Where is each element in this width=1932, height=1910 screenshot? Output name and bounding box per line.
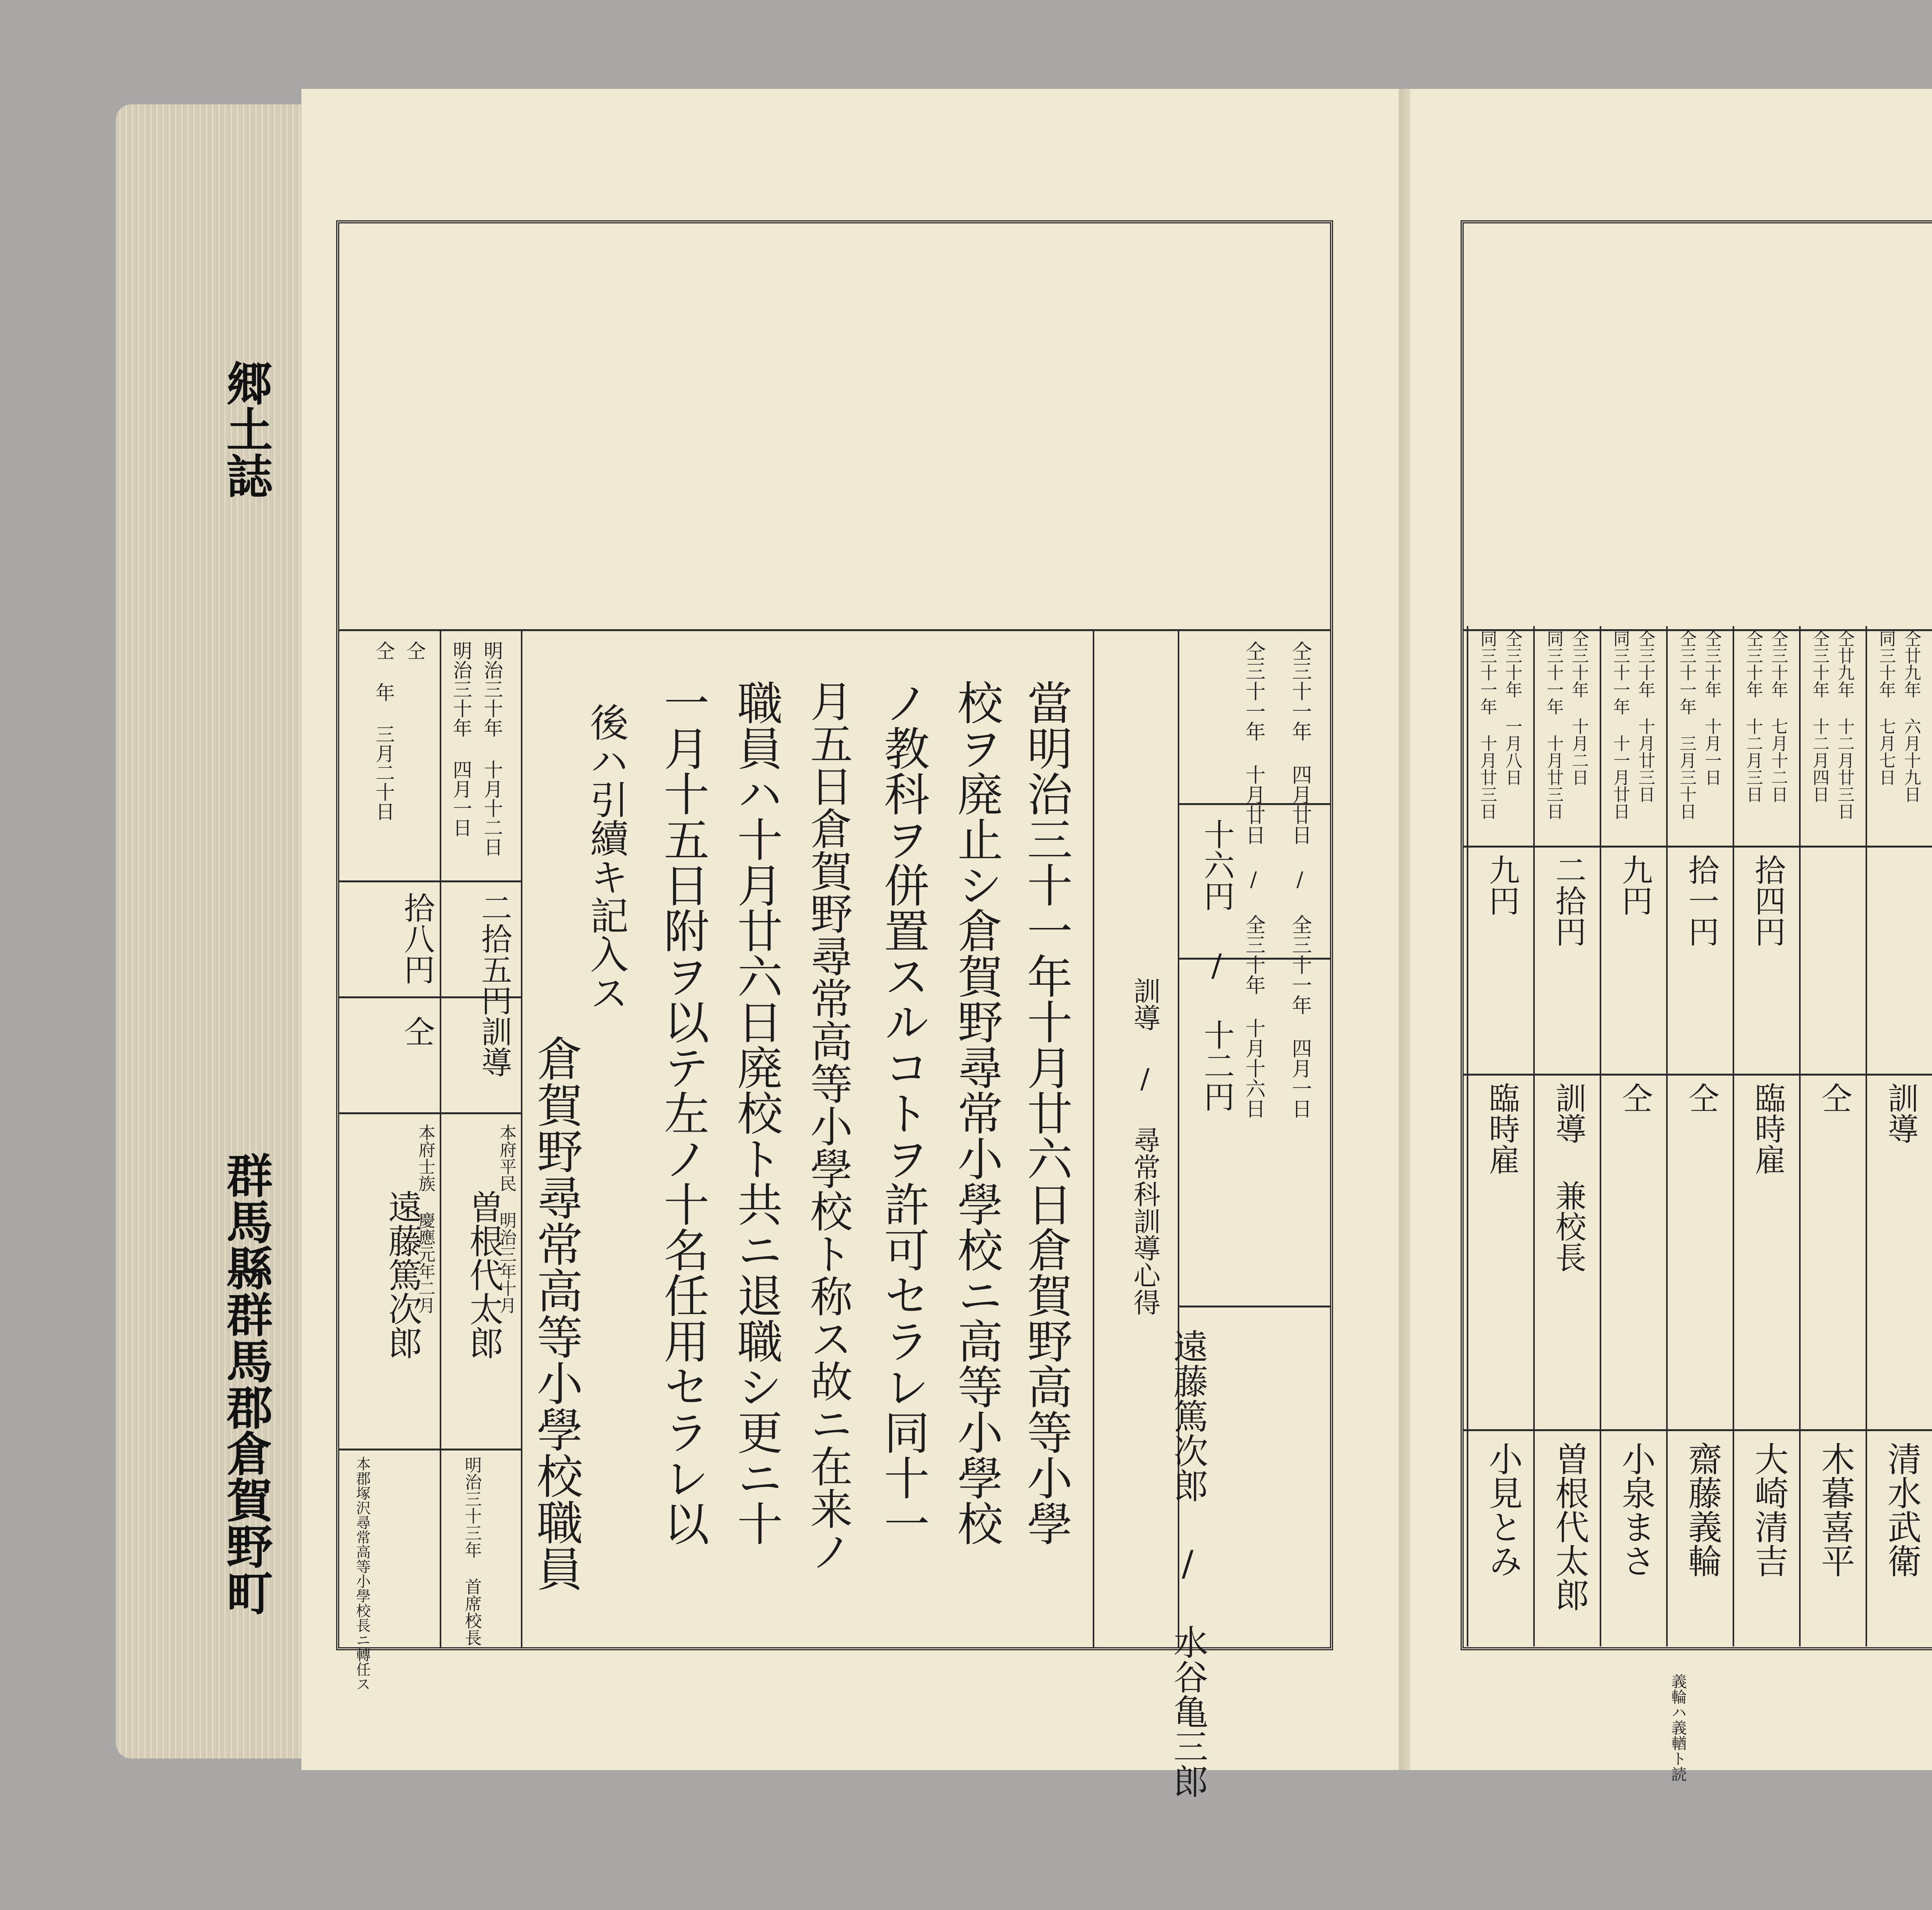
entry-9-position: 仝 bbox=[1683, 1082, 1719, 1113]
column-rule bbox=[521, 629, 522, 1648]
column-rule bbox=[1666, 626, 1668, 1646]
open-book bbox=[116, 89, 1932, 1798]
entry-7-position: 仝 bbox=[1816, 1082, 1852, 1113]
narrative-line-7: 後ハ引續キ記入ス bbox=[583, 703, 629, 1012]
entry-9-note: 義輪ハ義輶ト読 bbox=[1669, 1673, 1687, 1782]
column-rule bbox=[440, 629, 441, 1648]
entry-8-date-from: 仝三十年 七月十二日 bbox=[1768, 630, 1788, 803]
header-rule bbox=[339, 629, 1330, 631]
entry-9-date-from: 仝三十年 十月一日 bbox=[1702, 630, 1721, 786]
record-2-note: 明治三十三年 首席校長 bbox=[462, 1456, 481, 1646]
entry-11-date-to: 同三十一年 十月廿三日 bbox=[1544, 630, 1563, 820]
entry-8-date-to: 仝三十年 十二月三日 bbox=[1743, 630, 1763, 803]
entry-6-date-to: 同三十年 七月七日 bbox=[1876, 630, 1896, 786]
entry-10-salary: 九円 bbox=[1617, 854, 1653, 916]
record-2-name: 曽根代太郎 bbox=[464, 1190, 504, 1360]
record-1-salary: 十六円 / 十二円 bbox=[1199, 819, 1235, 1112]
entry-7-date-to: 仝三十年 十二月四日 bbox=[1810, 630, 1829, 803]
record-1-name: 遠藤篤次郎 / 水谷亀三郎 bbox=[1167, 1329, 1208, 1798]
column-rule bbox=[1799, 626, 1801, 1646]
entry-10-position: 仝 bbox=[1617, 1082, 1653, 1113]
record-2-salary: 二拾五円 bbox=[476, 892, 512, 1016]
record-3-dates-b: 仝 年 三月二十日 bbox=[372, 641, 395, 821]
narrative-line-5: 職員ハ十月廿六日廃校ト共ニ退職シ更ニ十 bbox=[730, 679, 783, 1546]
entry-12-date-from: 仝三十年 一月八日 bbox=[1502, 630, 1522, 786]
entry-6-position: 訓導 bbox=[1883, 1082, 1918, 1144]
left-page bbox=[219, 89, 1422, 1798]
record-3-name: 遠藤篤次郎 bbox=[383, 1190, 423, 1360]
entry-6-name: 清水武衛 bbox=[1882, 1442, 1922, 1578]
entry-12-name: 小見とみ bbox=[1483, 1442, 1523, 1578]
entry-11-name: 曽根代太郎 bbox=[1550, 1442, 1590, 1612]
entry-11-salary: 二拾円 bbox=[1550, 854, 1586, 947]
record-2-dates-b: 明治三十年 四月一日 bbox=[450, 641, 472, 837]
column-rule bbox=[1866, 626, 1867, 1646]
record-3-note: 本郡塚沢尋常高等小學校長ニ轉任ス bbox=[354, 1456, 371, 1691]
spine-title-left: 郷土誌 bbox=[219, 359, 273, 499]
entry-10-name: 小泉まさ bbox=[1616, 1442, 1656, 1578]
section-heading: 倉賀野尋常高等小學校職員 bbox=[529, 1035, 583, 1592]
row-rule bbox=[1178, 1306, 1330, 1307]
narrative-line-4: 月五日倉賀野尋常高等小學校ト称ス故ニ在来ノ bbox=[803, 679, 853, 1572]
row-rule bbox=[339, 1112, 521, 1114]
entry-7-date-from: 仝廿九年 十二月廿三日 bbox=[1835, 630, 1854, 820]
record-3-dates-a: 仝 bbox=[403, 641, 426, 660]
record-3-salary: 拾八円 bbox=[399, 892, 435, 985]
record-1-position: 訓導 / 尋常科訓導心得 bbox=[1129, 977, 1161, 1316]
entry-12-salary: 九円 bbox=[1484, 854, 1520, 916]
entry-10-date-from: 仝三十年 十月廿三日 bbox=[1635, 630, 1655, 803]
entry-9-salary: 拾一円 bbox=[1683, 854, 1719, 947]
left-page-frame bbox=[336, 220, 1333, 1798]
narrative-line-2: 校ヲ廃止シ倉賀野尋常小學校ニ高等小學校 bbox=[950, 679, 1003, 1546]
entry-6-date-from: 仝廿九年 六月十九日 bbox=[1901, 630, 1921, 803]
column-rule bbox=[1733, 626, 1734, 1646]
entry-11-position: 訓導 兼校長 bbox=[1550, 1082, 1586, 1273]
record-1-dates-b: 仝三十一年 十月廿日 / 全三十年 十月十六日 bbox=[1242, 641, 1265, 1118]
narrative-line-1: 當明治三十一年十月廿六日倉賀野高等小學 bbox=[1019, 679, 1073, 1546]
entry-9-name: 齋藤義輪 bbox=[1683, 1442, 1723, 1578]
entry-8-position: 臨時雇 bbox=[1750, 1082, 1786, 1175]
record-2-origin: 本府平民 明治三年十月 bbox=[497, 1124, 516, 1314]
record-2-dates-a: 明治三十年 十月十二日 bbox=[481, 641, 503, 856]
entry-8-salary: 拾四円 bbox=[1750, 854, 1786, 947]
narrative-line-6: 一月十五日附ヲ以テ左ノ十名任用セラレ以 bbox=[656, 679, 709, 1546]
entry-10-date-to: 同三十一年 十一月廿日 bbox=[1610, 630, 1630, 820]
row-rule bbox=[339, 880, 521, 882]
narrative-line-3: ノ教科ヲ併置スルコトヲ許可セラレ同十一 bbox=[876, 679, 930, 1546]
entry-11-date-from: 仝三十年 十月二日 bbox=[1569, 630, 1588, 786]
row-rule bbox=[339, 1449, 521, 1450]
column-rule bbox=[1093, 629, 1094, 1648]
column-rule bbox=[1533, 626, 1535, 1646]
record-2-position: 訓導 bbox=[476, 1016, 512, 1078]
entry-9-date-to: 仝三十一年 三月三十日 bbox=[1677, 630, 1696, 820]
entry-7-name: 木暮喜平 bbox=[1816, 1442, 1855, 1578]
spine-location-left: 群馬縣群馬郡倉賀野町 bbox=[219, 1152, 273, 1615]
entry-12-date-to: 同三十一年 十月廿三日 bbox=[1477, 630, 1497, 820]
column-rule bbox=[1467, 626, 1468, 1646]
record-3-position: 仝 bbox=[399, 1016, 435, 1047]
entry-8-name: 大崎清吉 bbox=[1749, 1442, 1789, 1578]
column-rule bbox=[1600, 626, 1601, 1646]
record-3-origin: 本府士族 慶應元年二月 bbox=[415, 1124, 435, 1314]
record-1-dates-a: 仝三十一年 四月廿日 / 全三十一年 四月一日 bbox=[1288, 641, 1311, 1118]
entry-12-position: 臨時雇 bbox=[1484, 1082, 1520, 1175]
right-page bbox=[1410, 89, 1932, 1782]
